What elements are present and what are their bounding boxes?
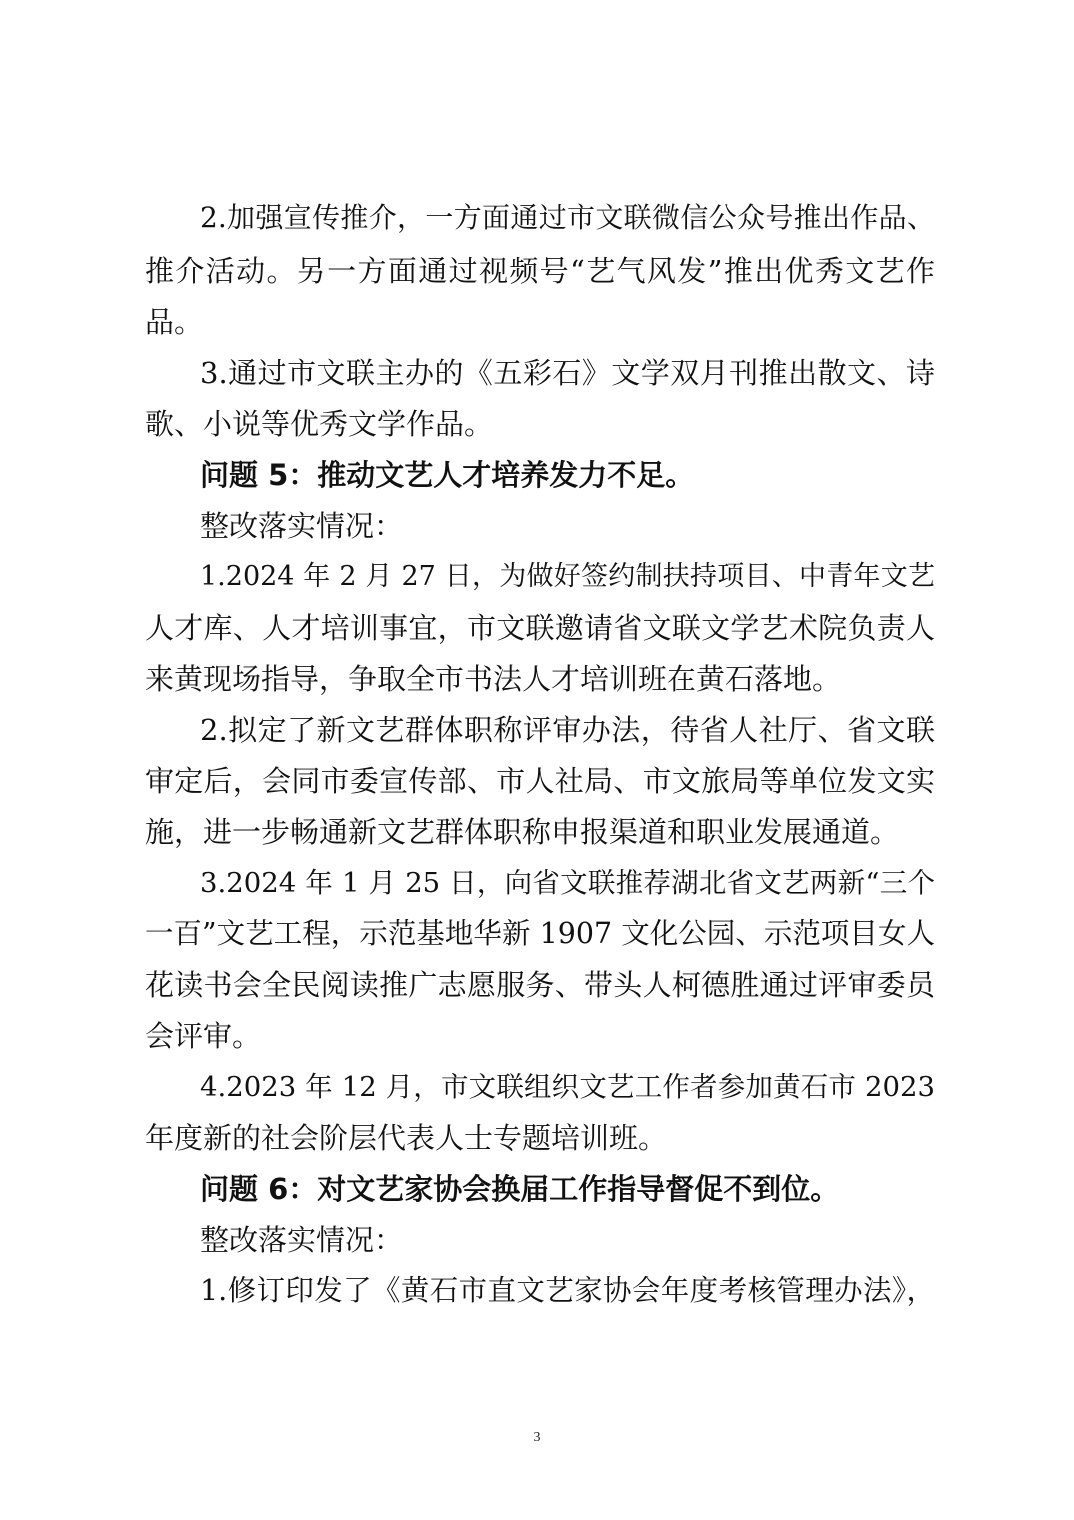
paragraph-line: 一百”文艺工程，示范基地华新 1907 文化公园、示范项目女人 (145, 917, 935, 950)
paragraph-line: 来黄现场指导，争取全市书法人才培训班在黄石落地。 (145, 662, 842, 696)
paragraph-line: 4.2023 年 12 月，市文联组织文艺工作者参加黄石市 2023 (200, 1071, 935, 1103)
paragraph-line: 人才库、人才培训事宜，市文联邀请省文联文学艺术院负责人 (145, 611, 935, 645)
issue-heading: 问题 5：推动文艺人才培养发力不足。 (200, 458, 695, 492)
paragraph-line: 花读书会全民阅读推广志愿服务、带头人柯德胜通过评审委员 (145, 968, 935, 1002)
paragraph-line: 审定后，会同市委宣传部、市人社局、市文旅局等单位发文实 (145, 764, 935, 798)
paragraph-line: 3.通过市文联主办的《五彩石》文学双月刊推出散文、诗 (200, 356, 935, 390)
page-number: 3 (533, 1430, 541, 1445)
paragraph-line: 施，进一步畅通新文艺群体职称申报渠道和职业发展通道。 (145, 815, 900, 849)
paragraph-line: 推介活动。另一方面通过视频号“艺气风发”推出优秀文艺作 (145, 254, 935, 288)
paragraph-line: 年度新的社会阶层代表人士专题培训班。 (145, 1121, 668, 1155)
issue-heading: 问题 6：对文艺家协会换届工作指导督促不到位。 (200, 1172, 840, 1206)
paragraph-line: 3.2024 年 1 月 25 日，向省文联推荐湖北省文艺两新“三个 (200, 867, 935, 899)
section-label: 整改落实情况： (200, 1223, 404, 1257)
paragraph-line: 2.加强宣传推介，一方面通过市文联微信公众号推出作品、 (200, 201, 935, 234)
paragraph-line: 2.拟定了新文艺群体职称评审办法，待省人社厅、省文联 (200, 713, 935, 747)
paragraph-line: 会评审。 (145, 1019, 262, 1053)
paragraph-line: 1.2024 年 2 月 27 日，为做好签约制扶持项目、中青年文艺 (200, 561, 935, 592)
section-label: 整改落实情况： (200, 509, 404, 543)
paragraph-line: 1.修订印发了《黄石市直文艺家协会年度考核管理办法》， (200, 1274, 935, 1307)
paragraph-line: 品。 (145, 305, 204, 339)
paragraph-line: 歌、小说等优秀文学作品。 (145, 407, 494, 441)
